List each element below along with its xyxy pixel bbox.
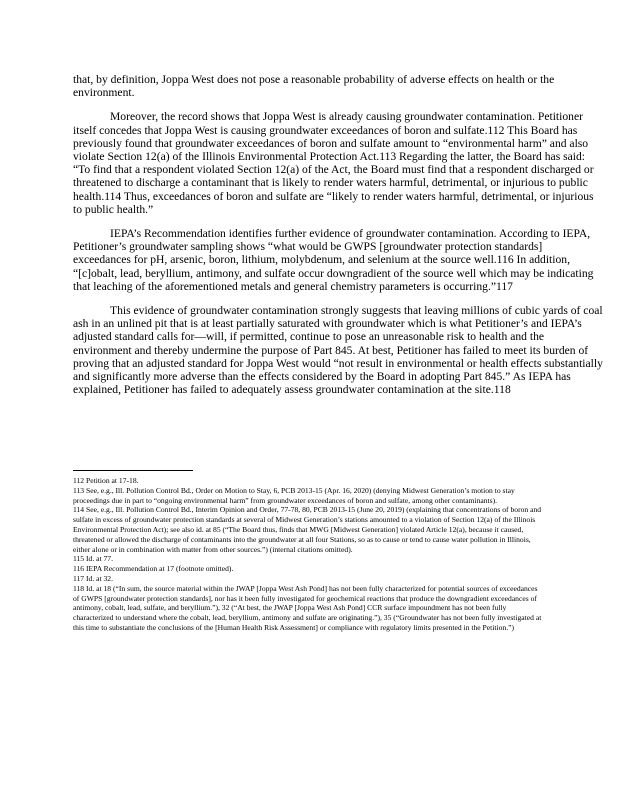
footnote-117: 117 Id. at 32. bbox=[73, 573, 114, 583]
footnote-112: 112 Petition at 17-18. bbox=[73, 476, 139, 485]
footnote-separator bbox=[73, 470, 193, 471]
paragraph-1: that, by definition, Joppa West does not pose a reasonable probability of adverse effects on health or the environment. bbox=[73, 73, 555, 100]
footnote-113: 113 See, e.g., Ill. Pollution Control Bd., Order on Motion to Stay, 6, PCB 2013-15 (Apr. 16, 2020) (denying Midwest Generation’s motion to stay proceedings due in part to “ongoing environmental harm” from groundwater exceedances of boron and sulfate, among other contaminants). bbox=[73, 485, 515, 505]
footnote-114: 114 See, e.g., Ill. Pollution Control Bd., Interim Opinion and Order, 77-78, 80, PCB 2013-15 (June 20, 2019) (explaining that concentrations of boron and sulfate in excess of groundwater protection standards at several of Midwest Generation’s stations amounted to a violation of Section 12(a) of the Illinois Environmental Protection Act); see also id. at 85 (“The Board thus, finds that MWG [Midwest Generation] violated Article 12(a), because it caused, threatened or allowed the discharge of contaminants into the groundwater at all four Stations, so as to cause or tend to cause water pollution in Illinois, either alone or in combination with matter from other sources.”) (internal citations omitted). bbox=[73, 505, 542, 554]
paragraph-3: IEPA’s Recommendation identifies further evidence of groundwater contamination. According to IEPA, Petitioner’s groundwater sampling shows “what would be GWPS [groundwater protection standards] exceedances for pH, arsenic, boron, lithium, molybdenum, and selenium at the source well.116 In addition, “[c]obalt, lead, beryllium, antimony, and sulfate occur downgradient of the source well which may be indicating that leaching of the aforementioned metals and general chemistry parameters is occurring.”117 bbox=[73, 227, 594, 293]
footnote-118: 118 Id. at 18 (“In sum, the source material within the JWAP [Joppa West Ash Pond] has not been fully characterized for potential sources of exceedances of GWPS [groundwater protection standards], nor has it been fully investigated for geochemical reactions that produce the downgradient exceedances of antimony, cobalt, lead, sulfate, and beryllium.”), 32 (“At best, the JWAP [Joppa West Ash Pond] CCR surface impoundment has not been fully characterized to understand where the cobalt, lead, beryllium, antimony and sulfate are originating.”), 35 (“Groundwater has not been fully investigated at this time to substantiate the conclusions of the [Human Health Risk Assessment] or compliance with regulatory limits presented in the Petition.”) bbox=[73, 583, 542, 632]
paragraph-2: Moreover, the record shows that Joppa West is already causing groundwater contamination. Petitioner itself concedes that Joppa West is causing groundwater exceedances of boron and sulfate.112 This Board has previously found that groundwater exceedances of boron and sulfate amount to “environmental harm” and also violate Section 12(a) of the Illinois Environmental Protection Act.113 Regarding the latter, the Board has said: “To find that a respondent violated Section 12(a) of the Act, the Board must find that a respondent discharged or threatened to discharge a contaminant that is likely to render waters harmful, detrimental, or injurious to public health.114 Thus, exceedances of boron and sulfate are “likely to render waters harmful, detrimental, or injurious to public health.” bbox=[73, 110, 594, 216]
paragraph-4: This evidence of groundwater contamination strongly suggests that leaving millions of cubic yards of coal ash in an unlined pit that is at least partially saturated with groundwater which is what Petitioner’s and IEPA’s adjusted standard calls for—will, if permitted, continue to pose an unreasonable risk to health and the environment and thereby undermine the purpose of Part 845. At best, Petitioner has failed to meet its burden of proving that an adjusted standard for Joppa West would “not result in environmental or health effects substantially and significantly more adverse than the effects considered by the Board in adopting Part 845.” As IEPA has explained, Petitioner has failed to adequately assess groundwater contamination at the site.118 bbox=[73, 304, 603, 397]
footnote-116: 116 IEPA Recommendation at 17 (footnote omitted). bbox=[73, 564, 234, 574]
footnotes bbox=[73, 476, 545, 633]
body-text bbox=[73, 73, 603, 407]
footnote-115: 115 Id. at 77. bbox=[73, 554, 114, 564]
